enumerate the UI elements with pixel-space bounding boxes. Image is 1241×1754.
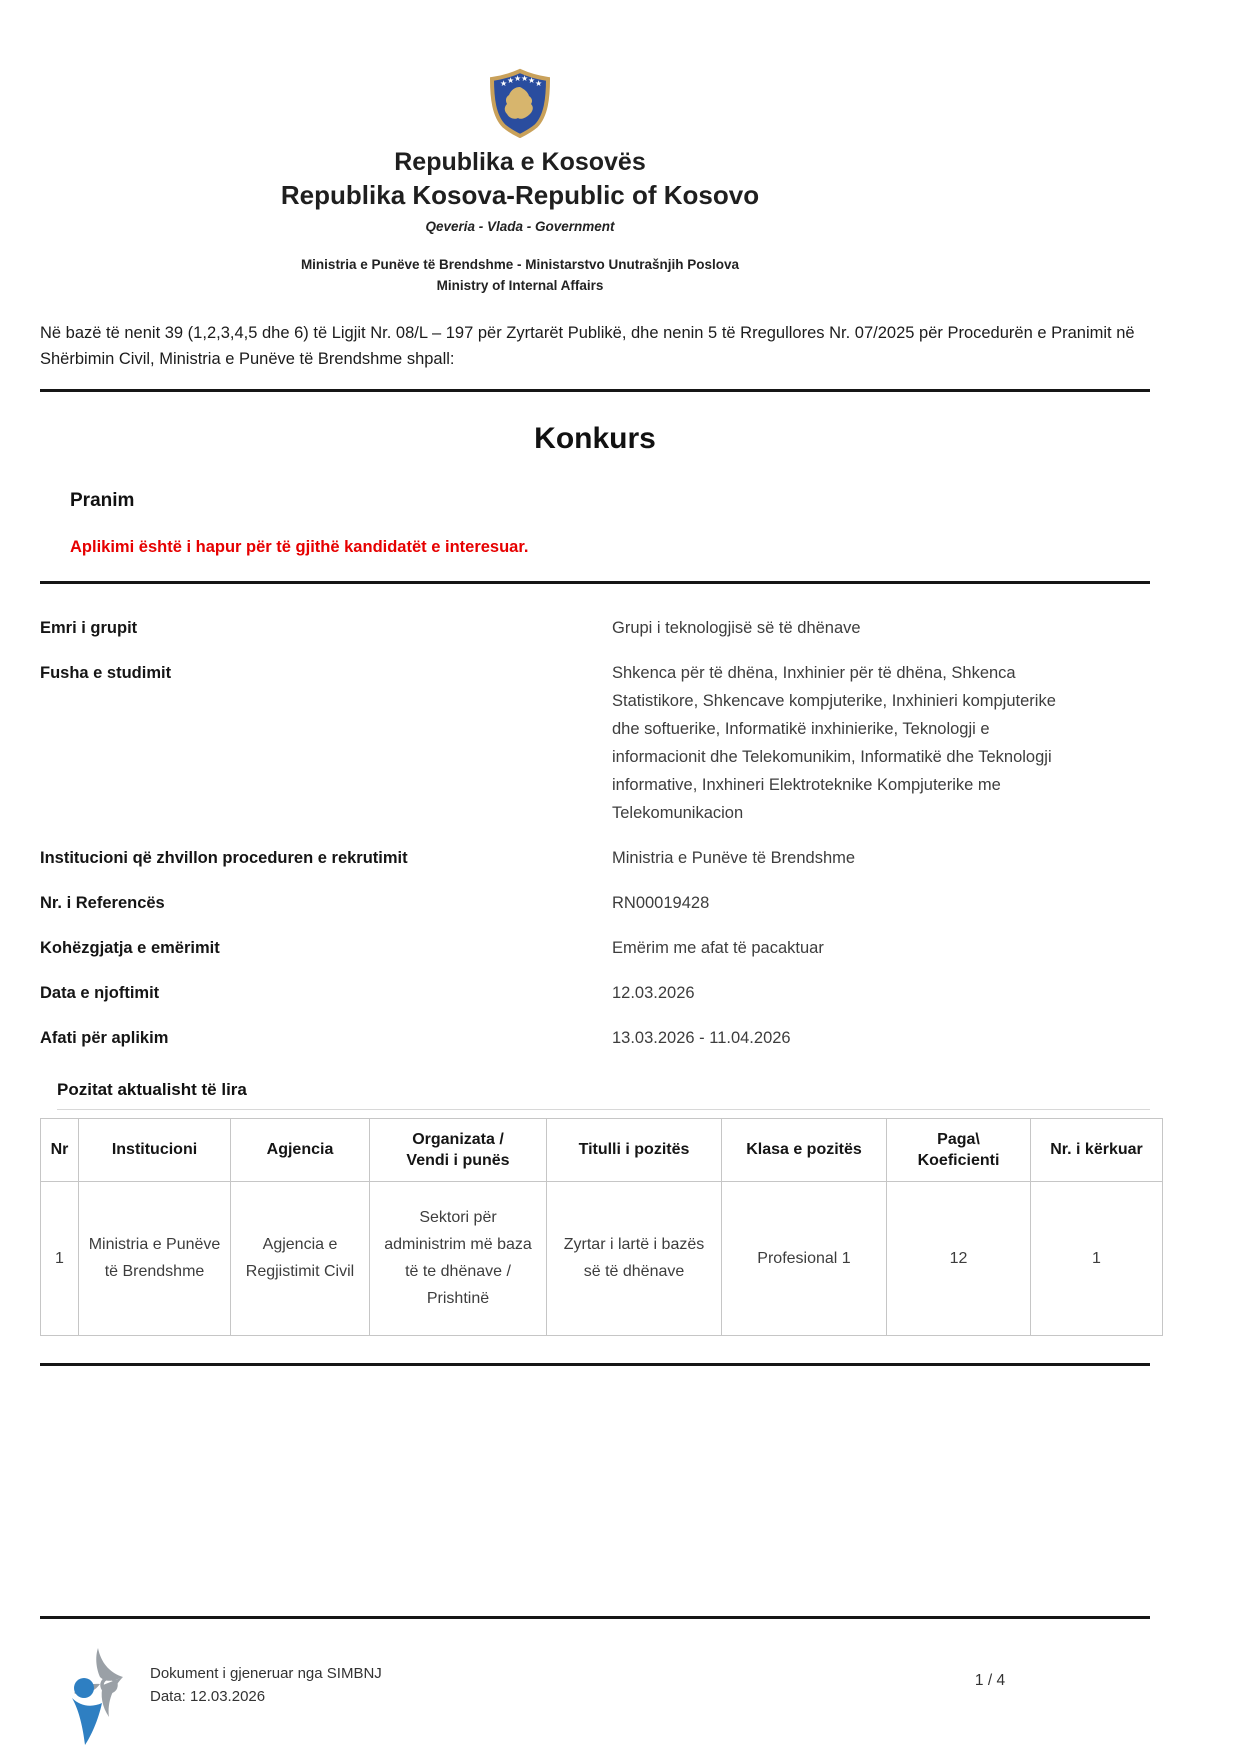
legal-basis-paragraph: Në bazë të nenit 39 (1,2,3,4,5 dhe 6) të Ligjit Nr. 08/L – 197 për Zyrtarët Publikë, dhe nenin 5 të Rregullores Nr. 07/2025 për Procedurën e Pranimit në Shërbimin Civil, Ministria e Punëve të Brendshme shpall: <box>40 324 1135 368</box>
simbnj-logo-icon <box>60 1644 134 1748</box>
footer-generated-line: Dokument i gjeneruar nga SIMBNJ <box>150 1665 382 1682</box>
detail-row-appointment-duration <box>40 934 1150 962</box>
col-header-position-title: Titulli i pozitës <box>547 1118 722 1181</box>
divider-bottom-of-table <box>40 1363 1150 1366</box>
footer-divider <box>40 1616 1150 1619</box>
page-indicator: 1 / 4 <box>974 1672 1006 1689</box>
detail-value: RN00019428 <box>612 893 710 912</box>
ministry-line-sq-sr: Ministria e Punëve të Brendshme - Ministarstvo Unutrašnjih Poslova <box>300 257 740 272</box>
footer-text-block <box>150 1662 382 1708</box>
detail-value: Ministria e Punëve të Brendshme <box>612 848 856 867</box>
announcement-section: Pranim <box>70 489 135 511</box>
svg-text:★: ★ <box>521 74 529 83</box>
svg-text:★: ★ <box>514 74 522 83</box>
government-header <box>40 0 1000 296</box>
document-page <box>40 0 1150 1366</box>
announcement-title: Konkurs <box>534 421 656 455</box>
detail-row-reference-number <box>40 889 1150 917</box>
open-application-notice: Aplikimi është i hapur për të gjithë kandidatët e interesuar. <box>70 537 529 556</box>
detail-label: Kohëzgjatja e emërimit <box>40 938 220 957</box>
detail-row-announcement-date <box>40 979 1150 1007</box>
positions-underline <box>57 1109 1150 1110</box>
vacancy-details <box>40 614 1150 1052</box>
ministry-line-en: Ministry of Internal Affairs <box>436 278 604 293</box>
divider-top <box>40 389 1150 392</box>
detail-value: Emërim me afat të pacaktuar <box>612 938 824 957</box>
positions-heading: Pozitat aktualisht të lira <box>57 1079 247 1099</box>
svg-text:★: ★ <box>535 79 543 88</box>
positions-table-header-row <box>41 1118 1163 1181</box>
position-row <box>41 1181 1163 1335</box>
col-header-position-class: Klasa e pozitës <box>722 1118 887 1181</box>
detail-label: Institucioni që zhvillon proceduren e rekrutimit <box>40 848 408 867</box>
detail-row-application-deadline <box>40 1024 1150 1052</box>
detail-label: Emri i grupit <box>40 618 138 637</box>
positions-table <box>40 1118 1163 1336</box>
cell-salary-coefficient: 12 <box>887 1181 1031 1335</box>
col-header-number-requested: Nr. i kërkuar <box>1031 1118 1163 1181</box>
detail-row-institution <box>40 844 1150 872</box>
detail-row-study-field <box>40 659 1150 827</box>
ministry-block <box>40 254 1000 296</box>
government-subtitle: Qeveria - Vlada - Government <box>425 219 615 234</box>
col-header-nr: Nr <box>41 1118 79 1181</box>
detail-value: 12.03.2026 <box>612 983 695 1002</box>
republic-title-multilang: Republika Kosova-Republic of Kosovo <box>280 180 760 210</box>
detail-value: Grupi i teknologjisë së të dhënave <box>612 618 861 637</box>
svg-text:★: ★ <box>500 79 508 88</box>
col-header-organization: Organizata / Vendi i punës <box>370 1118 547 1181</box>
svg-text:★: ★ <box>507 76 515 85</box>
cell-number-requested: 1 <box>1031 1181 1163 1335</box>
cell-position-title: Zyrtar i lartë i bazës së të dhënave <box>547 1181 722 1335</box>
detail-value: Shkenca për të dhëna, Inxhinier për të dhëna, Shkenca Statistikore, Shkencave kompjuterike, Inxhinieri kompjuterike dhe softuerike, Informatikë inxhinierike, Teknologji e informacionit dhe Telekomunikim, Informatikë dhe Teknologji informative, Inxhineri Elektroteknike Kompjuterike me Telekomunikacion <box>612 663 1056 822</box>
cell-agency: Agjencia e Regjistimit Civil <box>231 1181 370 1335</box>
detail-row-group-name <box>40 614 1150 642</box>
svg-text:★: ★ <box>528 76 536 85</box>
divider-notice <box>40 581 1150 584</box>
detail-label: Data e njoftimit <box>40 983 160 1002</box>
col-header-salary-coefficient: Paga\ Koeficienti <box>887 1118 1031 1181</box>
detail-label: Afati për aplikim <box>40 1028 169 1047</box>
detail-label: Nr. i Referencës <box>40 893 165 912</box>
detail-value: 13.03.2026 - 11.04.2026 <box>612 1028 791 1047</box>
kosovo-coat-of-arms-icon <box>488 68 552 138</box>
cell-nr: 1 <box>41 1181 79 1335</box>
republic-title-sq: Republika e Kosovës <box>394 148 646 176</box>
cell-position-class: Profesional 1 <box>722 1181 887 1335</box>
detail-label: Fusha e studimit <box>40 663 172 682</box>
footer-date-line: Data: 12.03.2026 <box>150 1688 266 1705</box>
col-header-agency: Agjencia <box>231 1118 370 1181</box>
cell-institution: Ministria e Punëve të Brendshme <box>79 1181 231 1335</box>
col-header-institution: Institucioni <box>79 1118 231 1181</box>
cell-organization: Sektori për administrim më baza të te dhënave / Prishtinë <box>370 1181 547 1335</box>
